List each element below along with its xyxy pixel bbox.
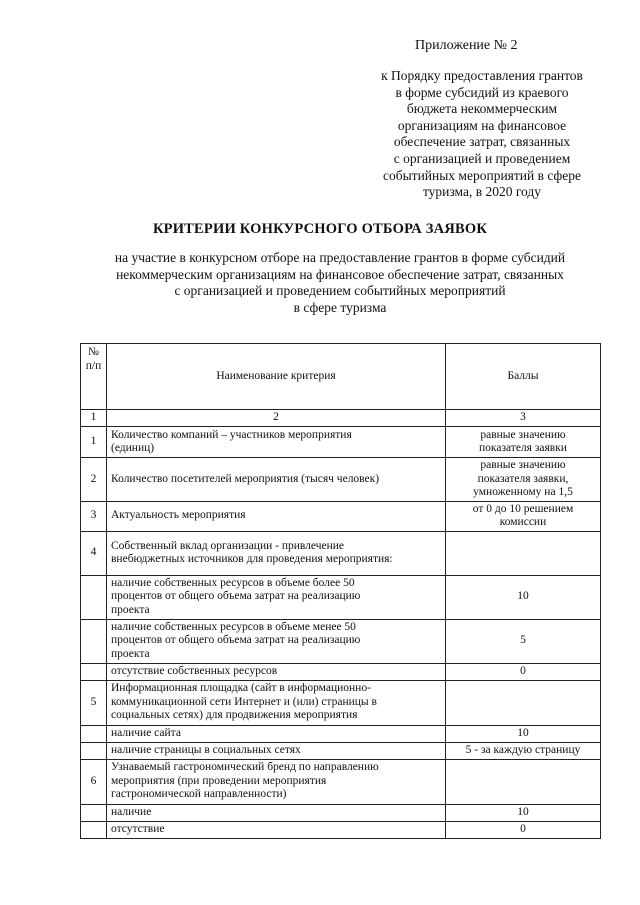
appendix-line: с организацией и проведением (393, 150, 571, 166)
row-name-cell: Узнаваемый гастрономический бренд по направлению мероприятия (при проведении мероприятия гастрономической направленности) (107, 759, 446, 804)
row-num-cell (81, 821, 107, 838)
row-num-cell (81, 742, 107, 759)
row-name-cell: Актуальность мероприятия (107, 501, 446, 531)
row-num-cell (81, 575, 107, 619)
document-title: КРИТЕРИИ КОНКУРСНОГО ОТБОРА ЗАЯВОК (152, 221, 488, 237)
appendix-title: Приложение № 2 (415, 38, 518, 53)
appendix-line: обеспечение затрат, связанных (393, 134, 571, 150)
column-numbers-row (81, 410, 601, 427)
subtitle-line: на участие в конкурсном отборе на предоставление грантов в форме субсидий (114, 250, 566, 265)
table-row (81, 804, 601, 821)
column-number-cell: 1 (81, 410, 107, 427)
appendix-line: к Порядку предоставления грантов (381, 68, 583, 83)
appendix-reference (340, 68, 624, 201)
row-num-cell (81, 804, 107, 821)
row-score-cell: 5 (446, 619, 601, 663)
table-row (81, 725, 601, 742)
header-score-cell: Баллы (446, 344, 601, 410)
table-row (81, 619, 601, 663)
row-score-cell: 10 (446, 804, 601, 821)
table-row (81, 663, 601, 680)
table-row (81, 531, 601, 575)
row-name-cell: Количество посетителей мероприятия (тысяч человек) (107, 458, 446, 502)
table-row (81, 458, 601, 502)
row-name-cell: Информационная площадка (сайт в информационно- коммуникационной сети Интернет и (или) страницы в социальных сетях) для продвижения мероприятия (107, 680, 446, 725)
document-subtitle (60, 250, 620, 316)
row-name-cell: наличие (107, 804, 446, 821)
table-row (81, 759, 601, 804)
row-score-cell: от 0 до 10 решением комиссии (446, 501, 601, 531)
row-name-cell: наличие собственных ресурсов в объеме менее 50 процентов от общего объема затрат на реализацию проекта (107, 619, 446, 663)
row-score-cell: равные значению показателя заявки (446, 427, 601, 458)
row-num-cell: 6 (81, 759, 107, 804)
table-row (81, 680, 601, 725)
row-num-cell (81, 663, 107, 680)
row-score-cell: 10 (446, 725, 601, 742)
table-row (81, 821, 601, 838)
row-score-cell (446, 680, 601, 725)
row-score-cell: равные значению показателя заявки, умноженному на 1,5 (446, 458, 601, 502)
column-number-cell: 2 (107, 410, 446, 427)
row-name-cell: отсутствие собственных ресурсов (107, 663, 446, 680)
row-score-cell (446, 531, 601, 575)
row-num-cell (81, 619, 107, 663)
table-row (81, 742, 601, 759)
row-score-cell: 10 (446, 575, 601, 619)
table-row (81, 575, 601, 619)
row-name-cell: отсутствие (107, 821, 446, 838)
row-name-cell: наличие страницы в социальных сетях (107, 742, 446, 759)
header-num-cell: № п/п (81, 344, 107, 410)
row-score-cell: 0 (446, 821, 601, 838)
criteria-table (80, 343, 601, 839)
row-name-cell: Количество компаний – участников мероприятия (единиц) (107, 427, 446, 458)
appendix-line: событийных мероприятий в сфере (382, 167, 581, 183)
row-score-cell: 0 (446, 663, 601, 680)
appendix-line: в форме субсидий из краевого (395, 84, 569, 100)
row-num-cell: 3 (81, 501, 107, 531)
table-row (81, 501, 601, 531)
row-name-cell: Собственный вклад организации - привлечение внебюджетных источников для проведения мероприятия: (107, 531, 446, 575)
appendix-line: туризма, в 2020 году (422, 184, 542, 200)
row-num-cell: 5 (81, 680, 107, 725)
appendix-line: организациям на финансовое (397, 117, 567, 133)
table-header-row (81, 344, 601, 410)
appendix-line: бюджета некоммерческим (406, 101, 558, 117)
row-name-cell: наличие собственных ресурсов в объеме более 50 процентов от общего объема затрат на реализацию проекта (107, 575, 446, 619)
table-row (81, 427, 601, 458)
row-num-cell: 2 (81, 458, 107, 502)
header-name-cell: Наименование критерия (107, 344, 446, 410)
row-name-cell: наличие сайта (107, 725, 446, 742)
subtitle-line: с организацией и проведением событийных мероприятий (174, 283, 506, 299)
column-number-cell: 3 (446, 410, 601, 427)
row-num-cell: 1 (81, 427, 107, 458)
row-num-cell: 4 (81, 531, 107, 575)
row-score-cell: 5 - за каждую страницу (446, 742, 601, 759)
row-score-cell (446, 759, 601, 804)
subtitle-line: некоммерческим организациям на финансовое обеспечение затрат, связанных (116, 266, 564, 282)
row-num-cell (81, 725, 107, 742)
subtitle-line: в сфере туризма (293, 299, 387, 315)
